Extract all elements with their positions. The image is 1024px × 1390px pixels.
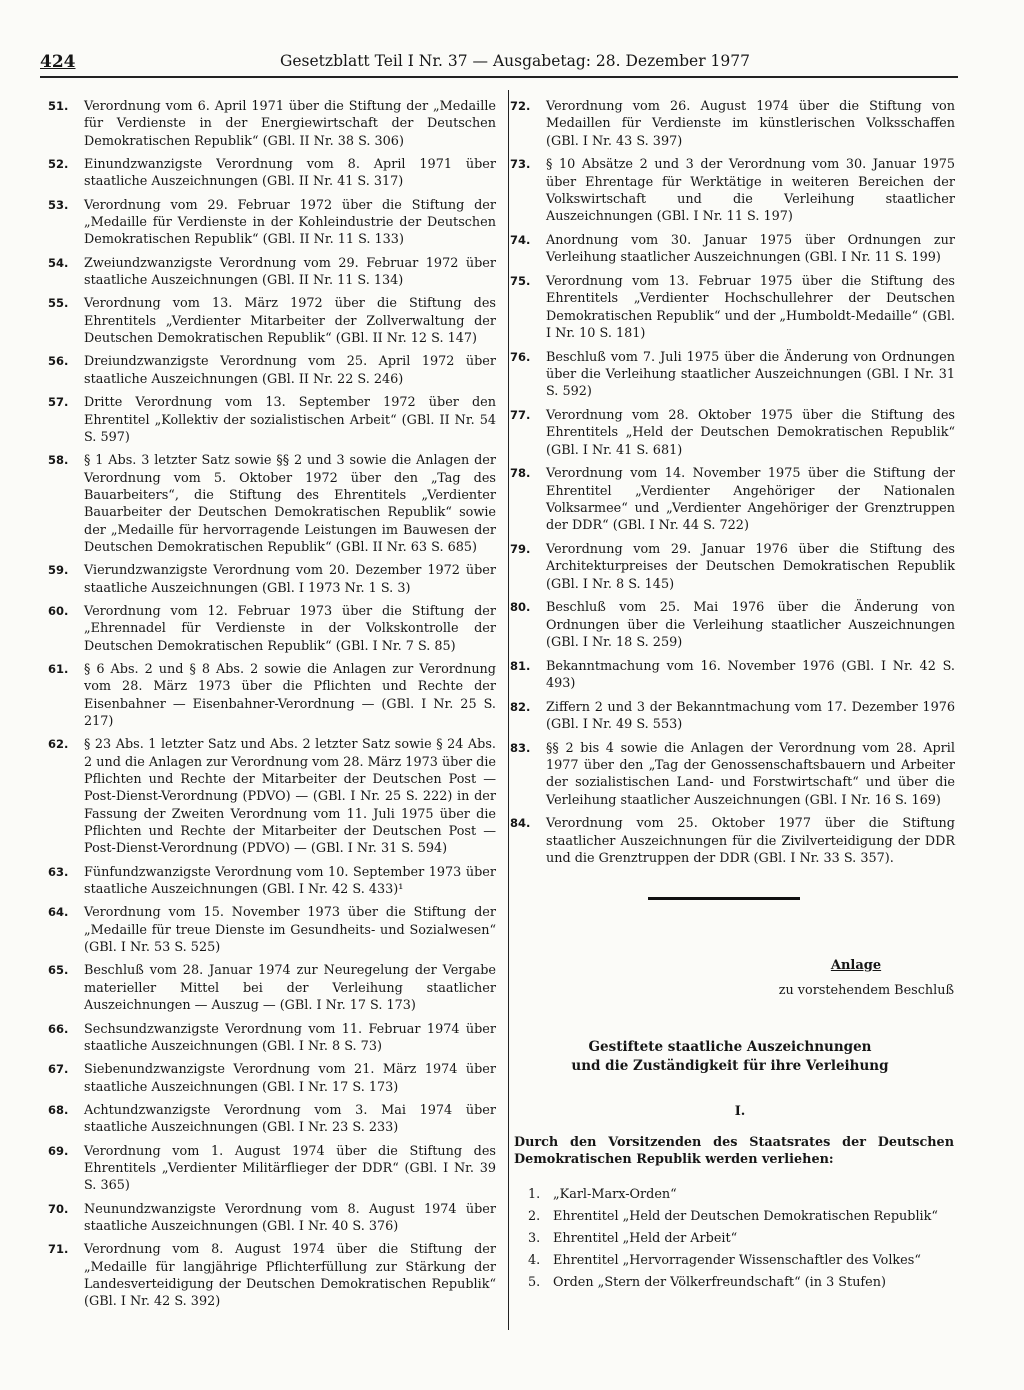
list-item — [48, 98, 496, 150]
entry-text: § 6 Abs. 2 und § 8 Abs. 2 sowie die Anlagen zur Verordnung vom 28. März 1973 über die Pflichten und Rechte der Eisenbahner — Eisenbahner-Verordnung — (GBl. I Nr. 25 S. 217) — [84, 661, 496, 729]
list-item — [510, 740, 955, 809]
entry-text: Einundzwanzigste Verordnung vom 8. April 1971 über staatliche Auszeichnungen (GBl. II Nr. 41 S. 317) — [84, 157, 496, 190]
list-item — [510, 156, 955, 225]
entry-text: Verordnung vom 13. März 1972 über die Stiftung des Ehrentitels „Verdienter Mitarbeiter der Zollverwaltung der Deutschen Demokratischen Republik“ (GBl. II Nr. 12 S. 147) — [84, 296, 496, 347]
list-item — [510, 98, 955, 150]
list-item — [528, 1208, 956, 1225]
award-number: 2. — [528, 1209, 541, 1224]
list-item — [528, 1252, 956, 1269]
entry-text: Verordnung vom 8. August 1974 über die Stiftung der „Medaille für langjährige Pflichterfüllung zur Stärkung der Landesverteidigung der Deutschen Demokratischen Republik“ (GBl. I Nr. 42 S. 392) — [84, 1242, 496, 1310]
entry-number: 64. — [48, 905, 69, 920]
entry-number: 65. — [48, 963, 69, 978]
list-item — [48, 255, 496, 290]
entry-text: Verordnung vom 28. Oktober 1975 über die Stiftung des Ehrentitels „Held der Deutschen Demokratischen Republik“ (GBl. I Nr. 41 S. 681) — [546, 407, 955, 458]
entry-number: 63. — [48, 864, 69, 879]
entry-number: 74. — [510, 233, 531, 247]
entry-text: Verordnung vom 25. Oktober 1977 über die Stiftung staatlicher Auszeichnungen für die Zivilverteidigung der DDR und die Grenztruppen der DDR (GBl. I Nr. 33 S. 357). — [546, 816, 955, 866]
list-item — [528, 1186, 956, 1203]
entry-text: Fünfundzwanzigste Verordnung vom 10. September 1973 über staatliche Auszeichnungen (GBl. I Nr. 42 S. 433)¹ — [84, 864, 496, 898]
list-item — [528, 1274, 956, 1291]
entry-text: §§ 2 bis 4 sowie die Anlagen der Verordnung vom 28. April 1977 über den „Tag der Genossenschaftsbauern und Arbeiter der sozialistischen Land- und Forstwirtschaft“ und über die Verleihung staatlicher Auszeichnungen (GBl. I Nr. 16 S. 169) — [546, 740, 955, 808]
entry-text: Verordnung vom 6. April 1971 über die Stiftung der „Medaille für Verdienste in der Energiewirtschaft der Deutschen Demokratischen Republik“ (GBl. II Nr. 38 S. 306) — [84, 99, 496, 149]
entry-number: 54. — [48, 255, 69, 270]
award-number: 3. — [528, 1231, 541, 1246]
award-text: „Karl-Marx-Orden“ — [553, 1187, 677, 1202]
entry-text: Verordnung vom 14. November 1975 über die Stiftung der Ehrentitel „Verdienter Angehöriger der Nationalen Volksarmee“ und „Verdienter Angehöriger der Grenztruppen der DDR“ (GBl. I Nr. 44 S. 722) — [546, 466, 955, 534]
award-text: Ehrentitel „Held der Deutschen Demokratischen Republik“ — [553, 1209, 938, 1224]
entry-text: Siebenundzwanzigste Verordnung vom 21. März 1974 über staatliche Auszeichnungen (GBl. I Nr. 17 S. 173) — [84, 1062, 496, 1095]
list-item — [48, 1143, 496, 1195]
list-item — [48, 1102, 496, 1137]
award-text: Orden „Stern der Völkerfreundschaft“ (in 3 Stufen) — [553, 1275, 886, 1290]
list-item — [48, 904, 496, 956]
entry-text: Dritte Verordnung vom 13. September 1972 über den Ehrentitel „Kollektiv der sozialistischen Arbeit“ (GBl. II Nr. 54 S. 597) — [84, 395, 496, 445]
entry-number: 82. — [510, 699, 531, 714]
list-item — [48, 1021, 496, 1056]
entry-text: Verordnung vom 15. November 1973 über die Stiftung der „Medaille für treue Dienste im Gesundheits- und Sozialwesen“ (GBl. I Nr. 53 S. 525) — [84, 905, 496, 956]
section-heading-line: Gestiftete staatliche Auszeichnungen — [588, 1039, 872, 1055]
entry-text: § 10 Absätze 2 und 3 der Verordnung vom 30. Januar 1975 über Ehrentage für Werktätige in weiteren Bereichen der Volkswirtschaft und die Verleihung staatlicher Auszeichnungen (GBl. I Nr. 11 S. 197) — [546, 157, 955, 225]
list-item — [510, 699, 955, 734]
entry-number: 60. — [48, 603, 69, 618]
entry-number: 55. — [48, 296, 69, 311]
running-header: Gesetzblatt Teil I Nr. 37 — Ausgabetag: 28. Dezember 1977 — [280, 52, 751, 70]
list-item — [510, 232, 955, 267]
entry-text: Verordnung vom 1. August 1974 über die Stiftung des Ehrentitels „Verdienter Militärflieger der DDR“ (GBl. I Nr. 39 S. 365) — [84, 1143, 496, 1194]
award-text: Ehrentitel „Held der Arbeit“ — [553, 1231, 738, 1246]
entry-number: 56. — [48, 354, 69, 369]
list-item — [48, 156, 496, 191]
list-item — [510, 407, 955, 459]
entry-number: 58. — [48, 453, 69, 468]
entry-number: 75. — [510, 273, 531, 288]
entry-number: 57. — [48, 395, 69, 410]
entry-text: Verordnung vom 12. Februar 1973 über die Stiftung der „Ehrennadel für Verdienste in der Volkskontrolle der Deutschen Demokratischen Republik“ (GBl. I Nr. 7 S. 85) — [84, 603, 496, 654]
section-roman-numeral: I. — [734, 1104, 746, 1119]
entry-number: 62. — [48, 737, 69, 752]
entry-text: Zweiundzwanzigste Verordnung vom 29. Februar 1972 über staatliche Auszeichnungen (GBl. II Nr. 11 S. 134) — [84, 255, 496, 289]
section-heading — [540, 1038, 920, 1076]
list-item — [48, 603, 496, 655]
list-item — [48, 1241, 496, 1310]
left-column — [48, 98, 496, 1317]
award-number: 4. — [528, 1253, 541, 1268]
list-item — [48, 1201, 496, 1236]
entry-text: Neunundzwanzigste Verordnung vom 8. August 1974 über staatliche Auszeichnungen (GBl. I Nr. 40 S. 376) — [84, 1201, 496, 1234]
list-item — [510, 541, 955, 593]
entry-number: 73. — [510, 157, 531, 172]
entry-text: Dreiundzwanzigste Verordnung vom 25. April 1972 über staatliche Auszeichnungen (GBl. II Nr. 22 S. 246) — [84, 354, 496, 387]
entry-number: 72. — [510, 99, 531, 113]
list-item — [48, 736, 496, 857]
entry-number: 78. — [510, 466, 531, 481]
entry-text: Achtundzwanzigste Verordnung vom 3. Mai 1974 über staatliche Auszeichnungen (GBl. I Nr. 23 S. 233) — [84, 1102, 496, 1136]
award-list — [528, 1186, 956, 1296]
list-item — [48, 661, 496, 730]
list-item — [48, 864, 496, 899]
entry-text: Beschluß vom 7. Juli 1975 über die Änderung von Ordnungen über die Verleihung staatlicher Auszeichnungen (GBl. I Nr. 31 S. 592) — [546, 349, 955, 400]
entry-number: 77. — [510, 407, 531, 422]
list-item — [48, 295, 496, 347]
entry-text: Verordnung vom 29. Januar 1976 über die Stiftung des Architekturpreises der Deutschen Demokratischen Republik (GBl. I Nr. 8 S. 145) — [546, 541, 955, 592]
list-item — [528, 1230, 956, 1247]
section-heading-line: und die Zuständigkeit für ihre Verleihung — [571, 1058, 889, 1074]
award-number: 1. — [528, 1187, 541, 1202]
list-item — [510, 349, 955, 401]
entry-number: 52. — [48, 157, 69, 172]
list-item — [510, 465, 955, 534]
entry-text: § 23 Abs. 1 letzter Satz und Abs. 2 letzter Satz sowie § 24 Abs. 2 und die Anlagen zur Verordnung vom 28. März 1973 über die Pflichten und Rechte der Mitarbeiter der Deutschen Post — Post-Dienst-Verordnung (PDVO) — (GBl. I Nr. 25 S. 222) in der Fassung der Zweiten Verordnung vom 11. Juli 1975 über die Pflichten und Rechte der Mitarbeiter der Deutschen Post — Post-Dienst-Verordnung (PDVO) — (GBl. I Nr. 31 S. 594) — [84, 737, 496, 857]
entry-number: 76. — [510, 349, 531, 364]
list-item — [48, 962, 496, 1014]
entry-number: 66. — [48, 1021, 69, 1036]
entry-text: Anordnung vom 30. Januar 1975 über Ordnungen zur Verleihung staatlicher Auszeichnungen (GBl. I Nr. 11 S. 199) — [546, 233, 955, 266]
entry-number: 80. — [510, 600, 531, 615]
list-item — [510, 599, 955, 651]
entry-number: 68. — [48, 1102, 69, 1117]
entry-text: Verordnung vom 29. Februar 1972 über die Stiftung der „Medaille für Verdienste in der Kohleindustrie der Deutschen Demokratischen Republik“ (GBl. II Nr. 11 S. 133) — [84, 197, 496, 248]
entry-number: 67. — [48, 1062, 69, 1077]
list-item — [48, 353, 496, 388]
award-text: Ehrentitel „Hervorragender Wissenschaftler des Volkes“ — [553, 1253, 921, 1268]
entry-text: Sechsundzwanzigste Verordnung vom 11. Februar 1974 über staatliche Auszeichnungen (GBl. I Nr. 8 S. 73) — [84, 1021, 496, 1054]
entry-text: Verordnung vom 13. Februar 1975 über die Stiftung des Ehrentitels „Verdienter Hochschullehrer der Deutschen Demokratischen Republik“ und der „Humboldt-Medaille“ (GBl. I Nr. 10 S. 181) — [546, 273, 955, 342]
right-column — [510, 98, 955, 874]
entry-text: Beschluß vom 28. Januar 1974 zur Neuregelung der Vergabe materieller Mittel bei der Verleihung staatlicher Auszeichnungen — Auszug — (GBl. I Nr. 17 S. 173) — [84, 963, 496, 1014]
anlage-subtitle: zu vorstehendem Beschluß — [778, 983, 954, 998]
page-number: 424 — [40, 52, 76, 72]
list-item — [510, 273, 955, 342]
entry-number: 79. — [510, 541, 531, 556]
header-rule — [40, 76, 958, 78]
entry-number: 51. — [48, 99, 69, 113]
list-item — [510, 658, 955, 693]
list-item — [48, 452, 496, 556]
entry-number: 53. — [48, 197, 69, 212]
entry-number: 69. — [48, 1143, 69, 1158]
list-item — [48, 562, 496, 597]
list-item — [510, 815, 955, 867]
entry-number: 71. — [48, 1242, 69, 1257]
section-intro: Durch den Vorsitzenden des Staatsrates der Deutschen Demokratischen Republik werden verliehen: — [514, 1135, 954, 1167]
entry-text: Verordnung vom 26. August 1974 über die Stiftung von Medaillen für Verdienste im künstlerischen Volksschaffen (GBl. I Nr. 43 S. 397) — [546, 99, 955, 149]
entry-number: 59. — [48, 563, 69, 578]
list-item — [48, 197, 496, 249]
entry-text: Vierundzwanzigste Verordnung vom 20. Dezember 1972 über staatliche Auszeichnungen (GBl. I 1973 Nr. 1 S. 3) — [84, 563, 496, 596]
award-number: 5. — [528, 1275, 541, 1290]
anlage-title: Anlage — [830, 958, 882, 973]
entry-number: 61. — [48, 661, 69, 676]
entry-text: Bekanntmachung vom 16. November 1976 (GBl. I Nr. 42 S. 493) — [546, 658, 955, 691]
end-rule — [648, 897, 800, 900]
list-item — [48, 394, 496, 446]
entry-text: Beschluß vom 25. Mai 1976 über die Änderung von Ordnungen über die Verleihung staatlicher Auszeichnungen (GBl. I Nr. 18 S. 259) — [546, 600, 955, 650]
list-item — [48, 1061, 496, 1096]
entry-number: 83. — [510, 740, 531, 755]
entry-text: Ziffern 2 und 3 der Bekanntmachung vom 17. Dezember 1976 (GBl. I Nr. 49 S. 553) — [546, 699, 955, 732]
entry-text: § 1 Abs. 3 letzter Satz sowie §§ 2 und 3 sowie die Anlagen der Verordnung vom 5. Oktober 1972 über den „Tag des Bauarbeiters“, die Stiftung des Ehrentitels „Verdienter Bauarbeiter der Deutschen Demokratischen Republik“ sowie der „Medaille für hervorragende Leistungen im Bauwesen der Deutschen Demokratischen Republik“ (GBl. II Nr. 63 S. 685) — [84, 453, 496, 555]
entry-number: 70. — [48, 1201, 69, 1216]
column-divider — [508, 90, 509, 1330]
entry-number: 81. — [510, 658, 531, 673]
entry-number: 84. — [510, 816, 531, 831]
